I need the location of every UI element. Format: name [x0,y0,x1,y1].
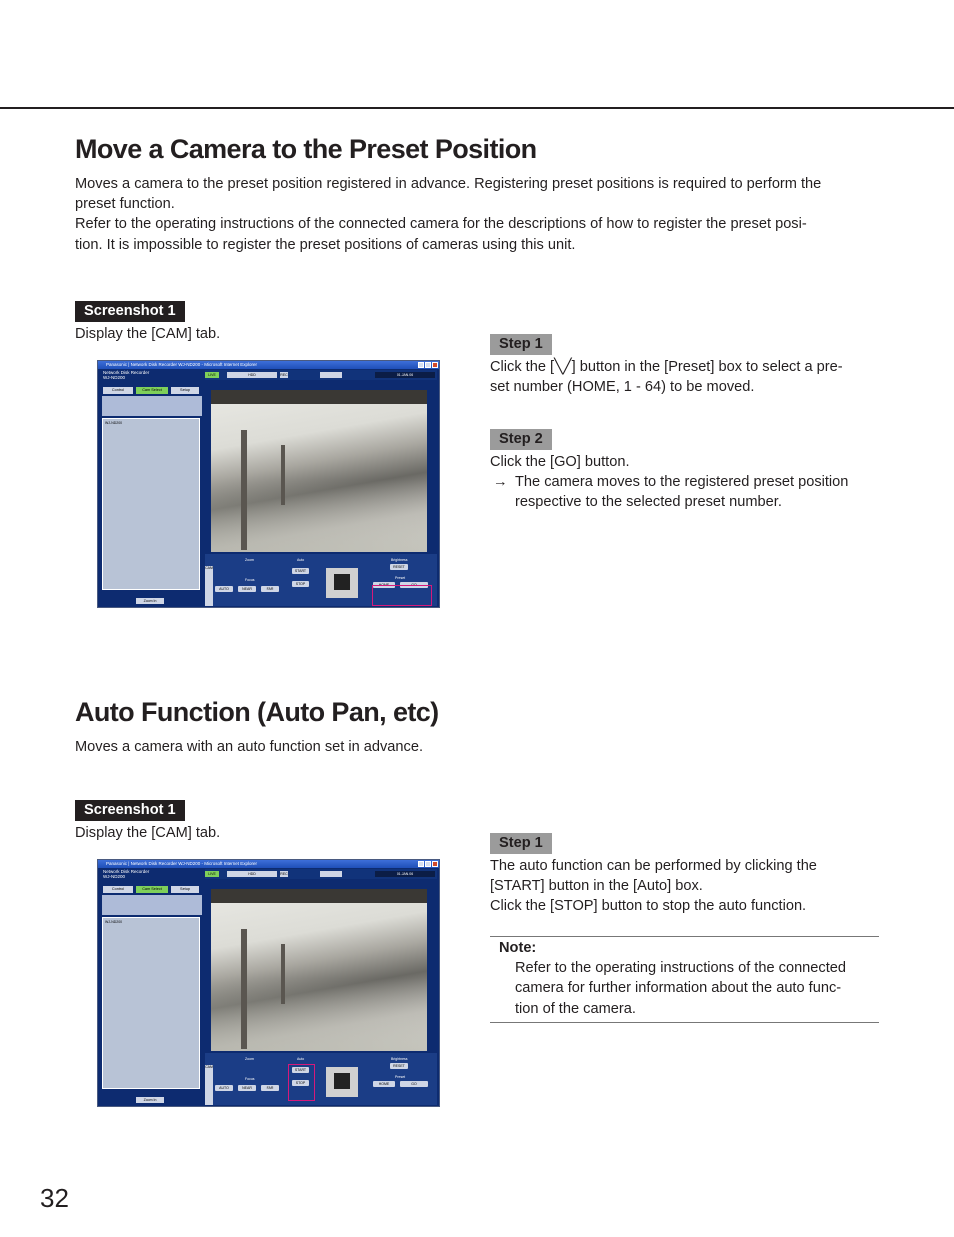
screenshot-label: Screenshot 1 [75,301,185,322]
video-pillar [281,445,285,505]
brand-line: Network Disk Recorder [103,370,150,375]
focus-label: Focus [245,1077,255,1081]
tab-cam-select[interactable]: Cam Select [136,387,168,394]
camera-video [211,889,427,1051]
step-text [490,856,890,917]
step-line: The camera moves to the registered preset position [515,474,849,491]
camera-list-item[interactable]: WJ-ND200 [105,421,123,425]
video-pillar [241,430,247,550]
zoom-label: Zoom [245,1057,254,1061]
tab-control[interactable]: Control [103,886,133,893]
step-text [490,452,890,513]
brand-line: Network Disk Recorder [103,869,150,874]
note-line: camera for further information about the auto func- [515,980,842,997]
go-button[interactable]: GO [400,1081,428,1087]
step-line: Click the [STOP] button to stop the auto function. [490,898,807,915]
pan-tilt-center[interactable] [334,1073,350,1089]
hdd-indicator: HDD [227,372,277,378]
multiscreen-panel [102,396,202,416]
go-button[interactable]: GO [400,582,428,588]
screenshot-label: Screenshot 1 [75,800,185,821]
window-title: Panasonic | Network Disk Recorder WJ-ND200 - Microsoft Internet Explorer [106,861,257,866]
step-line: set number (HOME, 1 - 64) to be moved. [490,379,755,396]
step-label: Step 1 [490,833,552,854]
step-result [490,472,890,512]
top-rule [0,107,954,109]
video-pillar [241,929,247,1049]
multiscreen-panel [102,895,202,915]
step-line: The auto function can be performed by clicking the [490,858,817,874]
preset-select[interactable]: HOME [373,582,395,588]
tab-setup[interactable]: Setup [171,886,199,893]
live-indicator: LIVE [205,372,219,378]
app-brand [103,869,149,879]
brand-model: WJ-ND200 [103,375,126,380]
note-label: Note: [499,940,537,956]
window-title: Panasonic | Network Disk Recorder WJ-ND200 - Microsoft Internet Explorer [106,362,257,367]
step-text [490,357,890,397]
note-text [490,958,879,1019]
intro-line: Refer to the operating instructions of the connected camera for the descriptions of how to register the preset posi- [75,216,807,233]
note-line: Refer to the operating instructions of the connected [515,960,846,977]
focus-near-button[interactable]: NEAR [238,1085,256,1091]
tab-setup[interactable]: Setup [171,387,199,394]
date-display: 01.JAN.06 [375,871,435,877]
step-line: Click the [GO] button. [490,454,630,470]
step-line: Click the [╲╱] button in the [Preset] box to select a pre- [490,359,843,375]
note-line: tion of the camera. [515,1000,636,1017]
maximize-icon [425,861,431,867]
intro-line: Moves a camera to the preset position registered in advance. Registering preset positions is required to perform the [75,176,822,192]
tab-cam-select[interactable]: Cam Select [136,886,168,893]
start-button[interactable]: START [292,1067,309,1073]
camera-list-item[interactable]: WJ-ND200 [105,920,123,924]
zoom-in-button[interactable]: Zoom In [136,1097,164,1103]
section-title: Auto Function (Auto Pan, etc) [75,697,439,727]
step-label: Step 2 [490,429,552,450]
tab-control[interactable]: Control [103,387,133,394]
zoom-label: Zoom [245,558,254,562]
focus-far-button[interactable]: FAR [261,586,279,592]
date-display: 01.JAN.06 [375,372,435,378]
control-panel [205,1053,437,1105]
tab-bar [103,886,201,893]
step-line: [START] button in the [Auto] box. [490,878,703,895]
close-icon [432,362,438,368]
app-brand [103,370,149,380]
highlight-auto-box [288,1064,315,1101]
camera-list [102,418,200,590]
focus-far-button[interactable]: FAR [261,1085,279,1091]
brightness-reset-button[interactable]: RESET [390,564,408,570]
minimize-icon [418,362,424,368]
focus-label: Focus [245,578,255,582]
screenshot-image [97,360,440,608]
step-line: respective to the selected preset number. [515,494,782,511]
focus-auto-button[interactable]: AUTO [215,586,233,592]
preset-select[interactable]: HOME [373,1081,395,1087]
pan-tilt-center[interactable] [334,574,350,590]
focus-auto-button[interactable]: AUTO [215,1085,233,1091]
camera-list [102,917,200,1089]
focus-near-button[interactable]: NEAR [238,586,256,592]
arrow-icon: → [493,474,508,491]
brand-model: WJ-ND200 [103,874,126,879]
section-intro [75,174,895,255]
brightness-label: Brightness [391,558,408,562]
live-indicator: LIVE [205,871,219,877]
zoom-in-button[interactable]: Zoom In [136,598,164,604]
highlight-preset-box [372,585,432,606]
close-icon [432,861,438,867]
intro-line: preset function. [75,196,175,213]
section-title: Move a Camera to the Preset Position [75,134,537,164]
rec-indicator: REC [280,373,288,377]
status-bar [205,869,437,879]
maximize-icon [425,362,431,368]
camera-video [211,390,427,552]
auto-label: Auto [297,1057,305,1061]
video-roof [211,390,427,404]
brightness-reset-button[interactable]: RESET [390,1063,408,1069]
auto-label: Auto [297,558,305,562]
preset-label: Preset [395,1075,406,1079]
stop-button[interactable]: STOP [292,1080,309,1086]
rec-indicator: REC [280,872,288,876]
note-box [490,936,879,1023]
screenshot-image [97,859,440,1107]
rec-status [320,372,342,378]
minimize-icon [418,861,424,867]
tab-bar [103,387,201,394]
rec-status [320,871,342,877]
video-roof [211,889,427,903]
status-bar [205,370,437,380]
section-intro: Moves a camera with an auto function set in advance. [75,739,424,755]
screenshot-caption: Display the [CAM] tab. [75,825,221,841]
step-label: Step 1 [490,334,552,355]
hdd-indicator: HDD [227,871,277,877]
preset-label: Preset [395,576,406,580]
cam-vertical-tab[interactable]: CAM [205,1065,213,1105]
start-button[interactable]: START [292,568,309,574]
cam-vertical-tab[interactable]: CAM [205,566,213,606]
stop-button[interactable]: STOP [292,581,309,587]
brightness-label: Brightness [391,1057,408,1061]
video-pillar [281,944,285,1004]
page-number: 32 [40,1183,69,1213]
intro-line: tion. It is impossible to register the preset positions of cameras using this unit. [75,236,576,253]
screenshot-caption: Display the [CAM] tab. [75,326,221,342]
